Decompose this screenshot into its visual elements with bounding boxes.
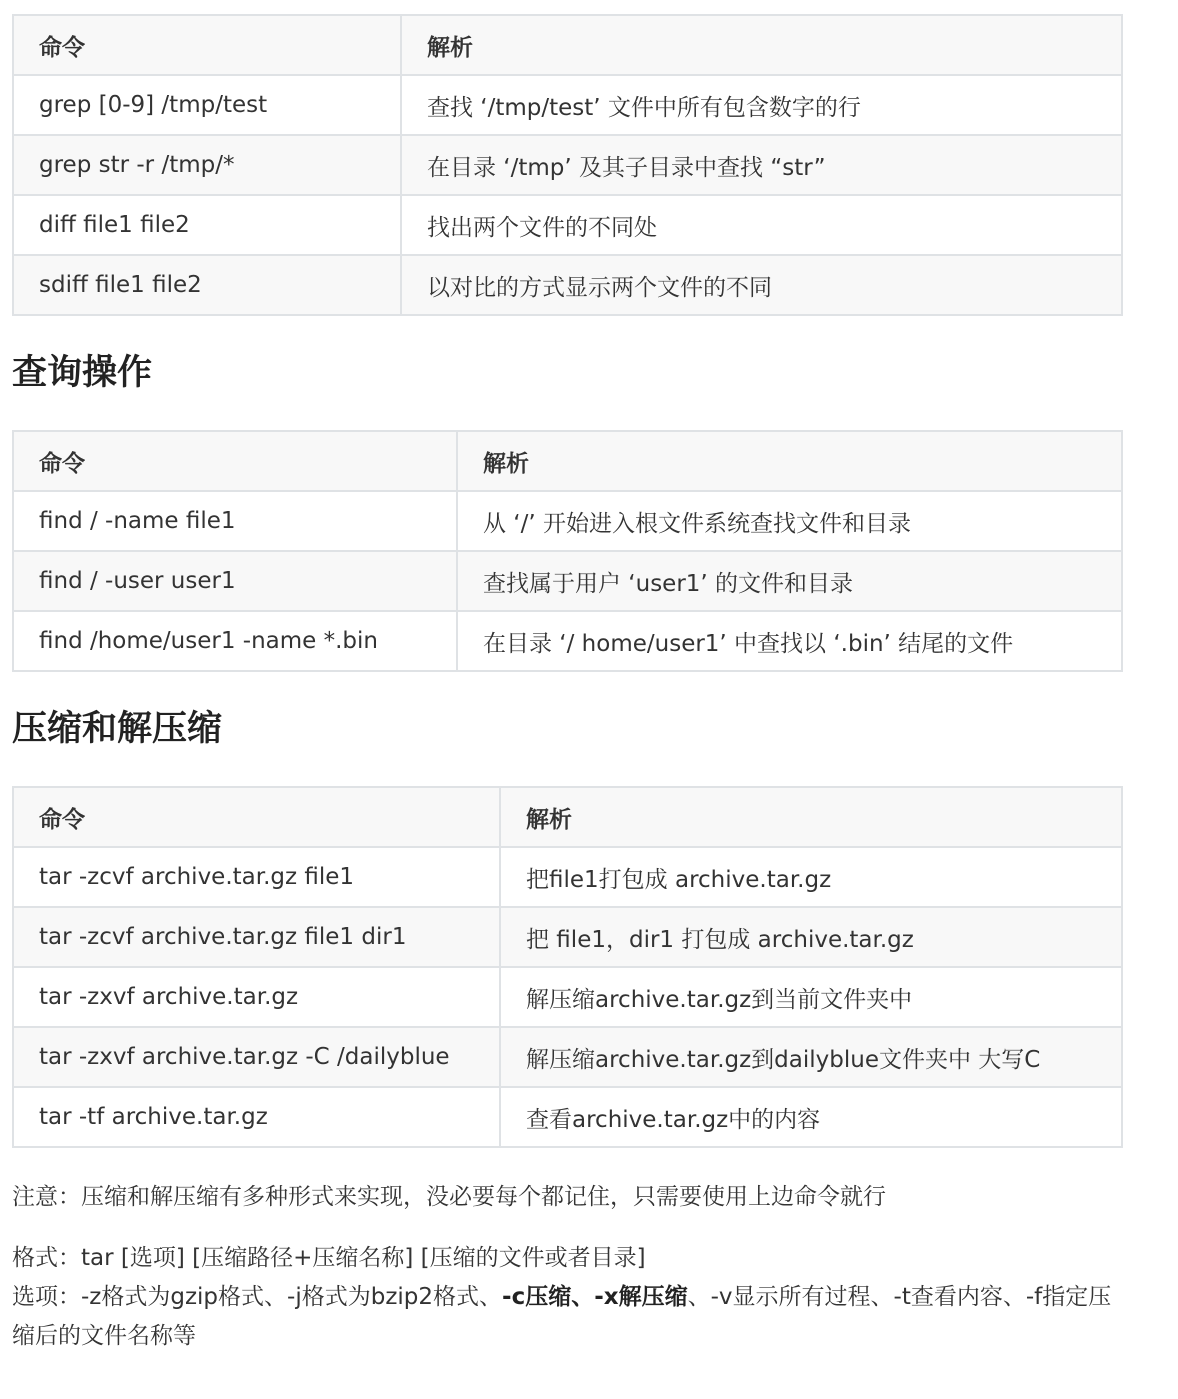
section-heading-query: 查询操作 xyxy=(12,353,153,393)
table-row xyxy=(13,847,1122,907)
description-cell: 解压缩archive.tar.gz到当前文件夹中 xyxy=(500,967,1122,1027)
tar-commands-table xyxy=(12,786,1123,1148)
options-bold-extract: -x解压缩 xyxy=(594,1284,688,1310)
command-cell: tar -zxvf archive.tar.gz xyxy=(13,967,500,1027)
command-cell: find / -name file1 xyxy=(13,491,457,551)
table-row xyxy=(13,1027,1122,1087)
description-cell: 查找 ‘/tmp/test’ 文件中所有包含数字的行 xyxy=(401,75,1122,135)
command-cell: grep [0-9] /tmp/test xyxy=(13,75,401,135)
description-cell: 查找属于用户 ‘user1’ 的文件和目录 xyxy=(457,551,1122,611)
table-header-row xyxy=(13,787,1122,847)
description-cell: 把file1打包成 archive.tar.gz xyxy=(500,847,1122,907)
find-commands-table xyxy=(12,430,1123,672)
table-row xyxy=(13,967,1122,1027)
options-bold-compress: -c压缩、 xyxy=(502,1284,595,1310)
description-cell: 查看archive.tar.gz中的内容 xyxy=(500,1087,1122,1147)
options-text-suffix: 、-v显示所有过程、-t查看内容、-f指定压缩后的文件名称等 xyxy=(12,1284,1112,1349)
description-cell: 以对比的方式显示两个文件的不同 xyxy=(401,255,1122,315)
description-cell: 从 ‘/’ 开始进入根文件系统查找文件和目录 xyxy=(457,491,1122,551)
command-cell: grep str -r /tmp/* xyxy=(13,135,401,195)
table-row xyxy=(13,491,1122,551)
command-cell: diff file1 file2 xyxy=(13,195,401,255)
compress-note: 注意：压缩和解压缩有多种形式来实现，没必要每个都记住，只需要使用上边命令就行 xyxy=(12,1184,886,1210)
table-row xyxy=(13,135,1122,195)
document-body xyxy=(12,14,1123,1356)
text-compare-commands-table xyxy=(12,14,1123,316)
column-header-description: 解析 xyxy=(401,15,1122,75)
tar-format-line: 格式：tar [选项] [压缩路径+压缩名称] [压缩的文件或者目录] xyxy=(12,1245,646,1271)
table-row xyxy=(13,551,1122,611)
command-cell: tar -zcvf archive.tar.gz file1 dir1 xyxy=(13,907,500,967)
description-cell: 在目录 ‘/tmp’ 及其子目录中查找 “str” xyxy=(401,135,1122,195)
command-cell: find /home/user1 -name *.bin xyxy=(13,611,457,671)
table-row xyxy=(13,195,1122,255)
command-cell: tar -zcvf archive.tar.gz file1 xyxy=(13,847,500,907)
table-row xyxy=(13,611,1122,671)
column-header-command: 命令 xyxy=(13,787,500,847)
table-row xyxy=(13,75,1122,135)
column-header-description: 解析 xyxy=(457,431,1122,491)
column-header-command: 命令 xyxy=(13,15,401,75)
column-header-command: 命令 xyxy=(13,431,457,491)
table-row xyxy=(13,255,1122,315)
command-cell: find / -user user1 xyxy=(13,551,457,611)
description-cell: 找出两个文件的不同处 xyxy=(401,195,1122,255)
description-cell: 在目录 ‘/ home/user1’ 中查找以 ‘.bin’ 结尾的文件 xyxy=(457,611,1122,671)
command-cell: sdiff file1 file2 xyxy=(13,255,401,315)
table-row xyxy=(13,907,1122,967)
tar-options-paragraph xyxy=(12,1278,1112,1356)
description-cell: 解压缩archive.tar.gz到dailyblue文件夹中 大写C xyxy=(500,1027,1122,1087)
options-text-prefix: 选项：-z格式为gzip格式、-j格式为bzip2格式、 xyxy=(12,1284,503,1310)
command-cell: tar -tf archive.tar.gz xyxy=(13,1087,500,1147)
description-cell: 把 file1，dir1 打包成 archive.tar.gz xyxy=(500,907,1122,967)
table-row xyxy=(13,1087,1122,1147)
table-header-row xyxy=(13,431,1122,491)
table-header-row xyxy=(13,15,1122,75)
command-cell: tar -zxvf archive.tar.gz -C /dailyblue xyxy=(13,1027,500,1087)
column-header-description: 解析 xyxy=(500,787,1122,847)
section-heading-compress: 压缩和解压缩 xyxy=(12,709,223,749)
